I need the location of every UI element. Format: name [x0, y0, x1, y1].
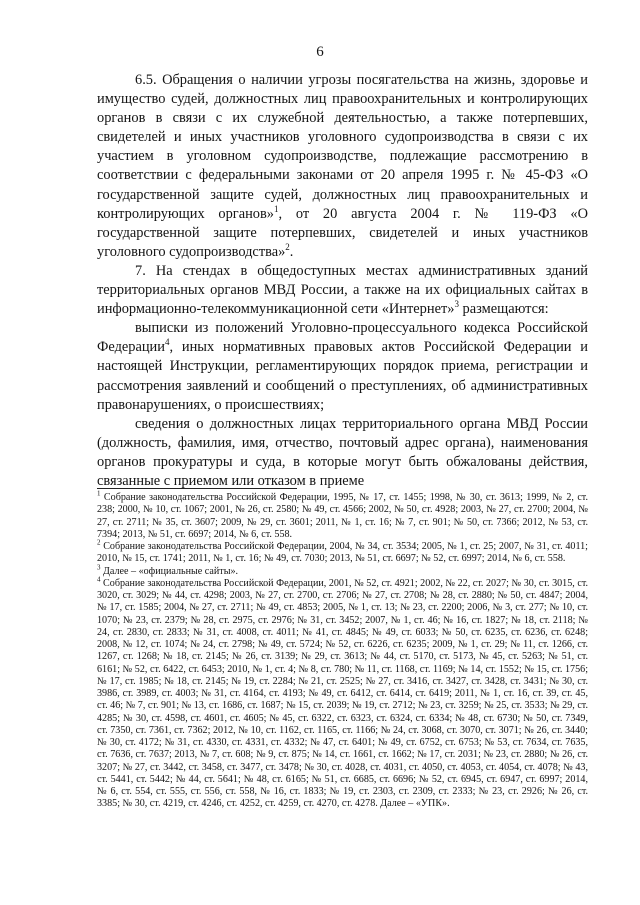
paragraph-text: , иных нормативных правовых актов Российской Федерации и настоящей Инструкции, регламентирующих порядок приема, регистрации и рассмотрения заявлений и сообщений о преступлениях, об административных правонарушениях, о происшествиях;	[97, 339, 588, 413]
footnote-2	[97, 538, 588, 566]
footnotes	[97, 489, 588, 811]
paragraph-text: 7. На стендах в общедоступных местах административных зданий территориальных органов МВД России, а также на их официальных сайтах в информационно-телекоммуникационной сети «Интернет»	[97, 262, 588, 318]
footnote-ref: 2	[285, 242, 290, 253]
footnote-text: Собрание законодательства Российской Федерации, 2001, № 52, ст. 4921; 2002, № 22, ст. 2027; № 30, ст. 3015, ст. 3020, ст. 3029; № 44, ст. 4298; 2003, № 27, ст. 2700, ст. 2706; № 27, ст. 2708; № 28, ст. 2880; № 50, ст. 4847; 2004, № 17, ст. 1585; 2004, № 27, ст. 2711; № 49, ст. 4853; 2005, № 1, ст. 13; № 23, ст. 2200; 2006, № 3, ст. 277; № 10, ст. 1070; № 23, ст. 2379; № 28, ст. 2975, ст. 2976; № 31, ст. 3452; 2007, № 1, ст. 46; № 16, ст. 1827; № 18, ст. 2118; № 24, ст. 2830, ст. 2833; № 31, ст. 4008, ст. 4011; № 41, ст. 4845; № 49, ст. 6033; № 50, ст. 6235, ст. 6236, ст. 6248; 2008, № 12, ст. 1074; № 24, ст. 2798; № 49, ст. 5724; № 52, ст. 6226, ст. 6235; 2009, № 1, ст. 29; № 11, ст. 1266, ст. 1267, ст. 1268; № 18, ст. 2145; № 26, ст. 3139; № 29, ст. 3613; № 44, ст. 5170, ст. 5173, № 45, ст. 5263; № 51, ст. 6161; № 52, ст. 6422, ст. 6453; 2010, № 1, ст. 4; № 8, ст. 780; № 11, ст. 1168, ст. 1169; № 14, ст. 1552; № 15, ст. 1756; № 17, ст. 1985; № 18, ст. 2145; № 19, ст. 2284; № 21, ст. 2525; № 27, ст. 3416, ст. 3427, ст. 3428, ст. 3431; № 30, ст. 3986, ст. 3989, ст. 4003; № 31, ст. 4164, ст. 4193; № 49, ст. 6412, ст. 6414, ст. 6419; 2011, № 1, ст. 16, ст. 39, ст. 45, ст. 46; № 7, ст. 901; № 13, ст. 1686, ст. 1687; № 15, ст. 2039; № 19, ст. 2712; № 23, ст. 3259; № 25, ст. 3533; № 29, ст. 4285; № 30, ст. 4598, ст. 4601, ст. 4605; № 45, ст. 6322, ст. 6323, ст. 6324, ст. 6334; № 48, ст. 6730; № 50, ст. 7349, ст. 7350, ст. 7361, ст. 7362; 2012, № 10, ст. 1162, ст. 1165, ст. 1166; № 24, ст. 3068, ст. 3070, ст. 3071; № 26, ст. 3440; № 30, ст. 4172; № 31, ст. 4330, ст. 4331, ст. 4332; № 47, ст. 6401; № 49, ст. 6752, ст. 6753; № 53, ст. 7634, ст. 7635, ст. 7636, ст. 7637; 2013, № 7, ст. 608; № 9, ст. 875; № 14, ст. 1661, ст. 1662; № 17, ст. 2031; № 23, ст. 2880; № 26, ст. 3207; № 27, ст. 3442, ст. 3458, ст. 3477, ст. 3478; № 30, ст. 4028, ст. 4031, ст. 4050, ст. 4053, ст. 4054, ст. 4078; № 43, ст. 5441, ст. 5442; № 44, ст. 5641; № 48, ст. 6165; № 51, ст. 6685, ст. 6696; № 52, ст. 6945, ст. 6947, ст. 6997; 2014, № 6, ст. 554, ст. 555, ст. 556, ст. 558, № 16, ст. 1833; № 19, ст. 2303, ст. 2309, ст. 2333; № 23, ст. 2926; № 26, ст. 3385; № 30, ст. 4219, ст. 4246, ст. 4252, ст. 4259, ст. 4270, ст. 4278. Далее – «УПК».	[97, 577, 588, 810]
footnote-text: Собрание законодательства Российской Федерации, 1995, № 17, ст. 1455; 1998, № 30, ст. 3613; 1999, № 2, ст. 238; 2000, № 10, ст. 1067; 2001, № 26, ст. 2580; № 49, ст. 4566; 2002, № 50, ст. 4928; 2003, № 27, ст. 2700; 2004, № 27, ст. 2711; № 35, ст. 3607; 2009, № 29, ст. 3601; 2011, № 1, ст. 16; № 7, ст. 901; № 50, ст. 7366; 2012, № 53, ст. 7394; 2013, № 51, ст. 6697; 2014, № 6, ст. 558.	[97, 492, 588, 540]
footnote-4	[97, 575, 588, 811]
page-number: 6	[316, 44, 324, 60]
footnote-mark: 3	[97, 563, 101, 572]
footnote-1	[97, 489, 588, 541]
footnote-text: Далее – «официальные сайты».	[100, 565, 239, 577]
paragraph-text: 6.5. Обращения о наличии угрозы посягательства на жизнь, здоровье и имущество судей, должностных лиц правоохранительных и контролирующих органов в связи с их служебной деятельностью, а также потерпевших, свидетелей и иных участников уголовного судопроизводства в связи с их участием в уголовном судопроизводстве, подлежащие рассмотрению в соответствии с федеральными законами от 20 апреля 1995 г. № 45-ФЗ «О государственной защите судей, должностных лиц правоохранительных и контролирующих органов»	[97, 72, 588, 222]
footnote-mark: 1	[97, 489, 101, 498]
paragraph-text: , от 20 августа 2004 г. № 119-ФЗ «О государственной защите потерпевших, свидетелей и иных участников уголовного судопроизводства»	[97, 205, 588, 260]
footnote-3	[97, 563, 588, 578]
paragraph-text: .	[289, 243, 294, 260]
paragraph-text: сведения о должностных лицах территориального органа МВД России (должность, фамилия, имя, отчество, почтовый адрес органа), наименования органов прокуратуры и суда, в которые могут быть обжалованы действия, связанные с приемом или отказом в приеме	[97, 415, 588, 489]
footnote-ref: 1	[273, 203, 279, 214]
paragraph-7	[97, 262, 588, 319]
footnote-mark: 4	[97, 575, 101, 584]
footnote-separator	[97, 488, 297, 489]
paragraph-officials	[97, 415, 588, 491]
paragraph-6-5	[97, 71, 588, 262]
paragraph-extracts	[97, 319, 588, 414]
paragraph-text: размещаются:	[458, 301, 549, 318]
footnote-mark: 2	[97, 538, 101, 547]
footnote-text: Собрание законодательства Российской Федерации, 2004, № 34, ст. 3534; 2005, № 1, ст. 25; 2007, № 31, ст. 4011; 2010, № 15, ст. 1741; 2011, № 1, ст. 16; № 49, ст. 7030; 2013, № 51, ст. 6697; № 52, ст. 6997; 2014, № 6, ст. 558.	[97, 541, 588, 565]
footnote-ref: 3	[454, 299, 459, 310]
footnote-ref: 4	[164, 337, 170, 348]
main-text	[97, 71, 588, 491]
paragraph-text: выписки из положений Уголовно-процессуального кодекса Российской Федерации	[97, 320, 588, 356]
